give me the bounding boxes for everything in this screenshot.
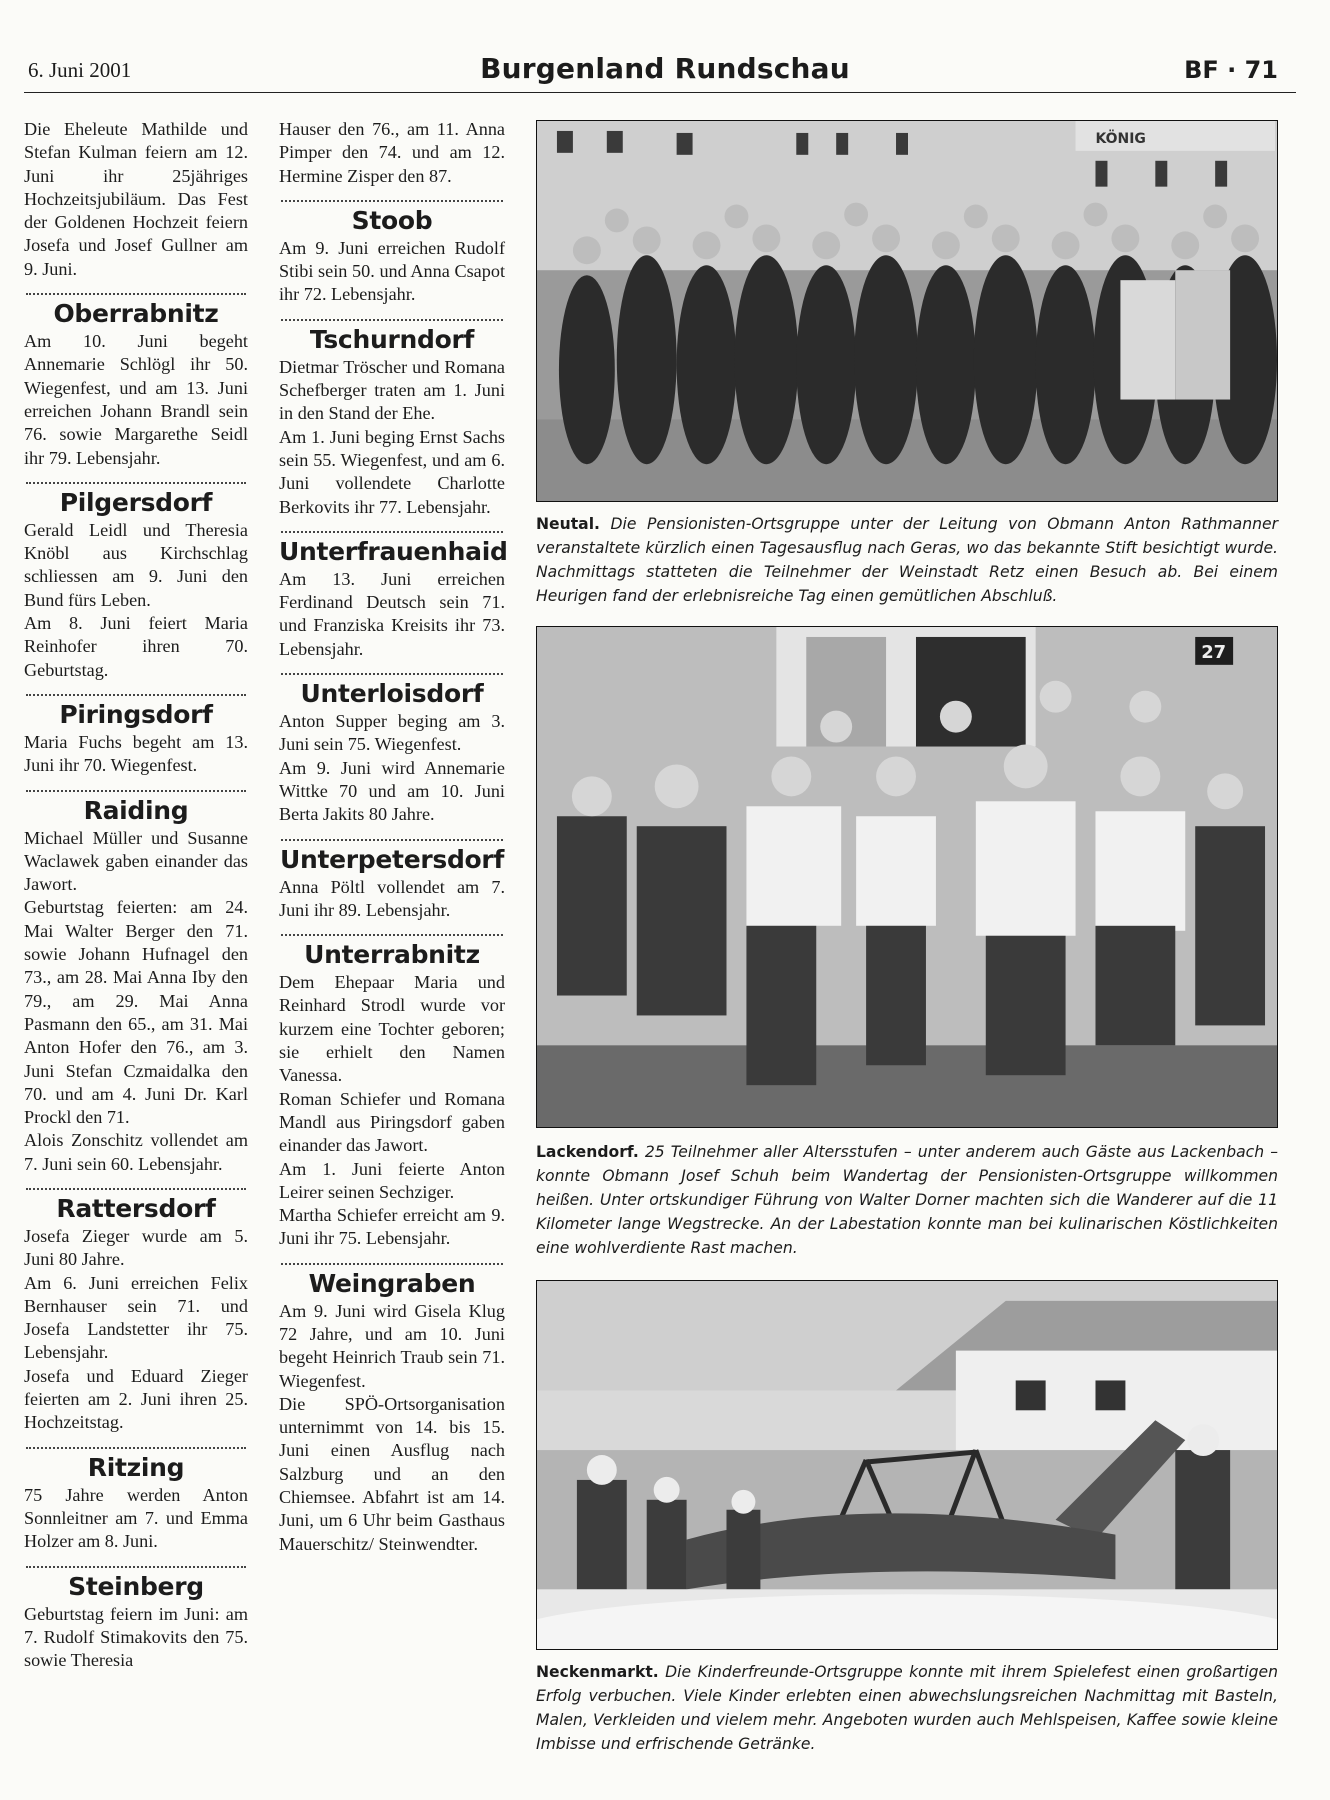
- dotted-separator: [281, 1253, 503, 1265]
- newspaper-title: Burgenland Rundschau: [480, 52, 850, 85]
- caption-place: Neckenmarkt.: [536, 1663, 659, 1681]
- shop-sign-text: KÖNIG: [1095, 130, 1146, 147]
- caption-text: Die Pensionisten-Ortsgruppe unter der Leitung von Obmann Anton Rathmanner veranstaltete kürzlich einen Tagesausflug nach Geras, wo das bekannte Stift besichtigt wurde. Nachmittags statteten die Teilnehmer der Weinstadt Retz einen Besuch ab. Bei einem Heurigen fand der erlebnisreiche Tag einen gemütlichen Abschluß.: [536, 515, 1278, 605]
- dotted-separator: [281, 521, 503, 533]
- photo-neckenmarkt-image: [537, 1281, 1277, 1649]
- photo-lackendorf-image: [537, 627, 1277, 1127]
- page-header: [0, 0, 1330, 96]
- photo-neutal-image: [537, 121, 1277, 501]
- news-paragraph: Josefa Zieger wurde am 5. Juni 80 Jahre.: [24, 1225, 248, 1270]
- caption-neutal: [536, 512, 1278, 608]
- news-paragraph: Dietmar Tröscher und Romana Schefberger traten am 1. Juni in den Stand der Ehe.: [279, 356, 505, 424]
- village-heading: Unterpetersdorf: [279, 844, 505, 874]
- news-paragraph: Am 8. Juni feiert Maria Reinhofer ihren 70. Geburtstag.: [24, 613, 248, 680]
- news-paragraph: Die Eheleute Mathilde und Stefan Kulman feiern am 12. Juni ihr 25jähriges Hochzeitsjubiläum. Das Fest der Goldenen Hochzeit feiern Josefa und Josef Gullner am 9. Juni.: [24, 119, 248, 279]
- news-paragraph: Maria Fuchs begeht am 13. Juni ihr 70. Wiegenfest.: [24, 731, 248, 776]
- issue-date: 6. Juni 2001: [28, 58, 132, 82]
- news-paragraph: Am 13. Juni erreichen Ferdinand Deutsch sein 71. und Franziska Kreisits ihr 73. Lebensjahr.: [279, 568, 505, 659]
- dotted-separator: [281, 924, 503, 936]
- page-number: BF · 71: [1184, 56, 1278, 84]
- caption-neckenmarkt: [536, 1660, 1278, 1756]
- news-paragraph: Josefa und Eduard Zieger feierten am 2. Juni ihren 25. Hochzeitstag.: [24, 1365, 248, 1433]
- village-heading: Raiding: [83, 795, 189, 825]
- news-paragraph: Roman Schiefer und Romana Mandl aus Piringsdorf gaben einander das Jawort.: [279, 1088, 505, 1156]
- news-paragraph: Dem Ehepaar Maria und Reinhard Strodl wurde vor kurzem eine Tochter geboren; sie erhielt den Namen Vanessa.: [279, 972, 505, 1086]
- village-heading: Ritzing: [87, 1452, 185, 1482]
- news-paragraph: Anton Supper beging am 3. Juni sein 75. Wiegenfest.: [279, 711, 505, 755]
- news-paragraph: Am 6. Juni erreichen Felix Bernhauser sein 71. und Josefa Landstetter ihr 75. Lebensjahr.: [24, 1272, 248, 1363]
- dotted-separator: [26, 1437, 246, 1449]
- photo-lackendorf: [536, 626, 1278, 1128]
- village-heading: Stoob: [351, 205, 433, 235]
- dotted-separator: [26, 472, 246, 484]
- photo-neckenmarkt: [536, 1280, 1278, 1650]
- village-heading: Tschurndorf: [309, 324, 475, 354]
- news-paragraph: Am 10. Juni begeht Annemarie Schlögl ihr 50. Wiegenfest, und am 13. Juni erreichen Johann Brandl sein 76. sowie Margarethe Seidl ihr 79. Lebensjahr.: [24, 331, 248, 468]
- dotted-separator: [26, 1178, 246, 1190]
- caption-place: Lackendorf.: [536, 1143, 639, 1161]
- caption-text: Die Kinderfreunde-Ortsgruppe konnte mit ihrem Spielefest einen großartigen Erfolg verbuchen. Viele Kinder erlebten einen abwechslungsreichen Nachmittag mit Basteln, Malen, Verkleiden und vielem mehr. Angeboten wurden auch Mehlspeisen, Kaffee sowie kleine Imbisse und erfrischende Getränke.: [536, 1663, 1278, 1753]
- caption-place: Neutal.: [536, 515, 600, 533]
- news-paragraph: Geburtstag feiern im Juni: am 7. Rudolf Stimakovits den 75. sowie Theresia: [24, 1603, 248, 1671]
- village-heading: Pilgersdorf: [59, 487, 213, 517]
- dotted-separator: [281, 829, 503, 841]
- village-heading: Unterfrauenhaid: [279, 536, 508, 566]
- dotted-separator: [26, 780, 246, 792]
- dotted-separator: [281, 190, 503, 202]
- news-paragraph: 75 Jahre werden Anton Sonnleitner am 7. und Emma Holzer am 8. Juni.: [24, 1484, 248, 1552]
- photo-neutal: [536, 120, 1278, 502]
- dotted-separator: [26, 283, 246, 295]
- village-heading: Unterloisdorf: [300, 679, 484, 709]
- news-paragraph: Alois Zonschitz vollendet am 7. Juni sein 60. Lebensjahr.: [24, 1130, 248, 1174]
- village-heading: Unterrabnitz: [304, 940, 480, 970]
- header-rule: [24, 92, 1296, 93]
- news-paragraph: Anna Pöltl vollendet am 7. Juni ihr 89. Lebensjahr.: [279, 876, 505, 920]
- news-paragraph: Am 9. Juni erreichen Rudolf Stibi sein 50. und Anna Csapot ihr 72. Lebensjahr.: [279, 237, 505, 305]
- village-heading: Oberrabnitz: [53, 299, 219, 329]
- news-paragraph: Die SPÖ-Ortsorganisation unternimmt von 14. bis 15. Juni einen Ausflug nach Salzburg und an den Chiemsee. Abfahrt ist am 14. Juni, um 6 Uhr beim Gasthaus Mauerschitz/ Steinwendter.: [279, 1393, 505, 1554]
- dotted-separator: [281, 309, 503, 321]
- dotted-separator: [26, 1556, 246, 1568]
- village-heading: Weingraben: [308, 1268, 476, 1298]
- news-paragraph: Am 9. Juni wird Annemarie Wittke 70 und am 10. Juni Berta Jakits 80 Jahre.: [279, 757, 505, 825]
- news-paragraph: Am 1. Juni feierte Anton Leirer seinen Sechziger.: [279, 1158, 505, 1202]
- village-heading: Piringsdorf: [59, 699, 213, 729]
- news-paragraph: Hauser den 76., am 11. Anna Pimper den 74. und am 12. Hermine Zisper den 87.: [279, 119, 505, 186]
- news-paragraph: Martha Schiefer erreicht am 9. Juni ihr 75. Lebensjahr.: [279, 1205, 505, 1249]
- news-paragraph: Gerald Leidl und Theresia Knöbl aus Kirchschlag schliessen am 9. Juni den Bund fürs Leben.: [24, 519, 248, 610]
- house-number-sign: 27: [1201, 641, 1227, 663]
- news-paragraph: Am 1. Juni beging Ernst Sachs sein 55. Wiegenfest, und am 6. Juni vollendete Charlotte Berkovits ihr 77. Lebensjahr.: [279, 426, 505, 517]
- text-column-2: [279, 118, 508, 1556]
- text-column-1: [24, 118, 248, 1672]
- news-paragraph: Am 9. Juni wird Gisela Klug 72 Jahre, und am 10. Juni begeht Heinrich Traub sein 71. Wiegenfest.: [279, 1300, 505, 1391]
- village-heading: Rattersdorf: [56, 1193, 216, 1223]
- dotted-separator: [26, 684, 246, 696]
- caption-text: 25 Teilnehmer aller Altersstufen – unter anderem auch Gäste aus Lackenbach – konnte Obmann Josef Schuh beim Wandertag der Pensionisten-Ortsgruppe willkommen heißen. Unter ortskundiger Führung von Walter Dorner machten sich die Wanderer auf die 11 Kilometer lange Wegstrecke. An der Labestation konnte man bei kulinarischen Köstlichkeiten eine wohlverdiente Rast machen.: [536, 1143, 1278, 1257]
- village-heading: Steinberg: [68, 1571, 204, 1601]
- news-paragraph: Geburtstag feierten: am 24. Mai Walter Berger den 71. sowie Johann Hufnagel den 73., am 28. Mai Anna Iby den 79., am 29. Mai Anna Pasmann den 65., am 31. Mai Anton Hofer den 76., am 3. Juni Stefan Czmaidalka den 70. und am 4. Juni Dr. Karl Prockl den 71.: [24, 897, 248, 1128]
- news-paragraph: Michael Müller und Susanne Waclawek gaben einander das Jawort.: [24, 827, 248, 895]
- caption-lackendorf: [536, 1140, 1278, 1260]
- dotted-separator: [281, 663, 503, 675]
